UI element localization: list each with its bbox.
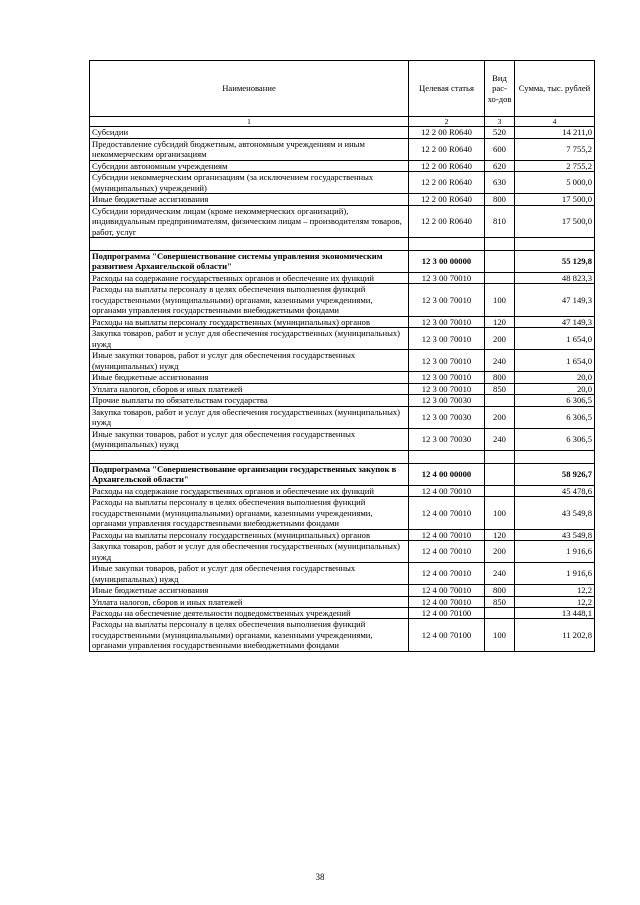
empty-cell <box>90 237 409 250</box>
name-cell: Субсидии юридическим лицам (кроме некоммерческих организаций), индивидуальным предпринимателям, физическим лицам – производителям товаров, работ, услуг <box>90 205 409 237</box>
table-row <box>90 383 595 394</box>
expense-kind-cell: 240 <box>485 563 515 585</box>
table-row <box>90 428 595 450</box>
name-cell: Закупка товаров, работ и услуг для обеспечения государственных (муниципальных) нужд <box>90 406 409 428</box>
target-article-cell: 12 4 00 70100 <box>409 619 485 651</box>
spacer-row <box>90 450 595 463</box>
table-header-row <box>90 61 595 117</box>
target-article-cell: 12 4 00 70010 <box>409 541 485 563</box>
table-body <box>90 127 595 652</box>
empty-cell <box>409 450 485 463</box>
header-amount: Сумма, тыс. рублей <box>515 61 595 117</box>
table-row <box>90 406 595 428</box>
name-cell: Иные закупки товаров, работ и услуг для обеспечения государственных (муниципальных) нужд <box>90 428 409 450</box>
expense-kind-cell <box>485 485 515 496</box>
target-article-cell: 12 3 00 70010 <box>409 350 485 372</box>
amount-cell: 45 478,6 <box>515 485 595 496</box>
target-article-cell: 12 2 00 R0640 <box>409 172 485 194</box>
amount-cell: 55 129,8 <box>515 250 595 272</box>
empty-cell <box>515 237 595 250</box>
target-article-cell: 12 4 00 70010 <box>409 497 485 529</box>
target-article-cell: 12 3 00 00000 <box>409 250 485 272</box>
expense-kind-cell: 240 <box>485 350 515 372</box>
name-cell: Расходы на содержание государственных органов и обеспечение их функций <box>90 485 409 496</box>
empty-cell <box>485 450 515 463</box>
amount-cell: 47 149,3 <box>515 284 595 316</box>
name-cell: Расходы на выплаты персоналу государственных (муниципальных) органов <box>90 529 409 540</box>
header-name: Наименование <box>90 61 409 117</box>
table-row <box>90 563 595 585</box>
table-row <box>90 608 595 619</box>
target-article-cell: 12 3 00 70010 <box>409 272 485 283</box>
empty-cell <box>485 237 515 250</box>
amount-cell: 48 823,3 <box>515 272 595 283</box>
subprogram-row <box>90 463 595 485</box>
name-cell: Уплата налогов, сборов и иных платежей <box>90 596 409 607</box>
amount-cell: 14 211,0 <box>515 127 595 138</box>
table-row <box>90 316 595 327</box>
amount-cell: 17 500,0 <box>515 205 595 237</box>
expense-kind-cell <box>485 463 515 485</box>
name-cell: Прочие выплаты по обязательствам государства <box>90 395 409 406</box>
name-cell: Расходы на выплаты персоналу государственных (муниципальных) органов <box>90 316 409 327</box>
column-number: 1 <box>90 117 409 127</box>
expense-kind-cell <box>485 250 515 272</box>
expense-kind-cell: 200 <box>485 541 515 563</box>
expense-kind-cell: 100 <box>485 497 515 529</box>
target-article-cell: 12 3 00 70010 <box>409 316 485 327</box>
amount-cell: 13 448,1 <box>515 608 595 619</box>
header-expense-kind: Вид рас-хо-дов <box>485 61 515 117</box>
table-row <box>90 205 595 237</box>
budget-table <box>89 60 595 652</box>
name-cell: Субсидии некоммерческим организациям (за исключением государственных (муниципальных) учреждений) <box>90 172 409 194</box>
subprogram-row <box>90 250 595 272</box>
table-row <box>90 127 595 138</box>
expense-kind-cell: 120 <box>485 529 515 540</box>
name-cell: Иные бюджетные ассигнования <box>90 585 409 596</box>
name-cell: Расходы на выплаты персоналу в целях обеспечения выполнения функций государственными (муниципальными) органами, казенными учреждениями, органами управления государственными внебюджетными фондами <box>90 619 409 651</box>
column-number: 2 <box>409 117 485 127</box>
table-row <box>90 284 595 316</box>
expense-kind-cell: 810 <box>485 205 515 237</box>
table-row <box>90 529 595 540</box>
amount-cell: 1 916,6 <box>515 563 595 585</box>
target-article-cell: 12 2 00 R0640 <box>409 205 485 237</box>
amount-cell: 43 549,8 <box>515 497 595 529</box>
amount-cell: 2 755,2 <box>515 160 595 171</box>
page-number: 38 <box>315 872 325 882</box>
expense-kind-cell: 850 <box>485 596 515 607</box>
empty-cell <box>515 450 595 463</box>
name-cell: Расходы на обеспечение деятельности подведомственных учреждений <box>90 608 409 619</box>
amount-cell: 6 306,5 <box>515 406 595 428</box>
amount-cell: 11 202,8 <box>515 619 595 651</box>
expense-kind-cell: 200 <box>485 328 515 350</box>
expense-kind-cell <box>485 608 515 619</box>
amount-cell: 7 755,2 <box>515 138 595 160</box>
target-article-cell: 12 3 00 70010 <box>409 372 485 383</box>
name-cell: Субсидии автономным учреждениям <box>90 160 409 171</box>
name-cell: Иные бюджетные ассигнования <box>90 372 409 383</box>
target-article-cell: 12 3 00 70030 <box>409 395 485 406</box>
name-cell: Расходы на выплаты персоналу в целях обеспечения выполнения функций государственными (муниципальными) органами, казенными учреждениями, органами управления государственными внебюджетными фондами <box>90 497 409 529</box>
target-article-cell: 12 4 00 70010 <box>409 485 485 496</box>
expense-kind-cell: 520 <box>485 127 515 138</box>
spacer-row <box>90 237 595 250</box>
column-number: 4 <box>515 117 595 127</box>
amount-cell: 6 306,5 <box>515 395 595 406</box>
amount-cell: 43 549,8 <box>515 529 595 540</box>
column-number-row <box>90 117 595 127</box>
amount-cell: 17 500,0 <box>515 194 595 205</box>
name-cell: Предоставление субсидий бюджетным, автономным учреждениям и иным некоммерческим организациям <box>90 138 409 160</box>
name-cell: Закупка товаров, работ и услуг для обеспечения государственных (муниципальных) нужд <box>90 328 409 350</box>
expense-kind-cell: 800 <box>485 372 515 383</box>
name-cell: Субсидии <box>90 127 409 138</box>
target-article-cell: 12 4 00 70100 <box>409 608 485 619</box>
expense-kind-cell: 620 <box>485 160 515 171</box>
target-article-cell: 12 3 00 70010 <box>409 328 485 350</box>
expense-kind-cell: 800 <box>485 194 515 205</box>
expense-kind-cell: 240 <box>485 428 515 450</box>
table-row <box>90 619 595 651</box>
name-cell: Расходы на выплаты персоналу в целях обеспечения выполнения функций государственными (муниципальными) органами, казенными учреждениями, органами управления государственными внебюджетными фондами <box>90 284 409 316</box>
amount-cell: 58 926,7 <box>515 463 595 485</box>
table-row <box>90 328 595 350</box>
expense-kind-cell: 100 <box>485 284 515 316</box>
target-article-cell: 12 2 00 R0640 <box>409 160 485 171</box>
table-row <box>90 194 595 205</box>
empty-cell <box>409 237 485 250</box>
target-article-cell: 12 4 00 00000 <box>409 463 485 485</box>
table-row <box>90 272 595 283</box>
expense-kind-cell: 850 <box>485 383 515 394</box>
header-target-article: Целевая статья <box>409 61 485 117</box>
amount-cell: 20,0 <box>515 372 595 383</box>
table-row <box>90 541 595 563</box>
expense-kind-cell <box>485 272 515 283</box>
target-article-cell: 12 4 00 70010 <box>409 596 485 607</box>
amount-cell: 1 654,0 <box>515 328 595 350</box>
amount-cell: 6 306,5 <box>515 428 595 450</box>
amount-cell: 1 916,6 <box>515 541 595 563</box>
expense-kind-cell: 200 <box>485 406 515 428</box>
table-row <box>90 172 595 194</box>
name-cell: Расходы на содержание государственных органов и обеспечение их функций <box>90 272 409 283</box>
table-row <box>90 497 595 529</box>
table-row <box>90 160 595 171</box>
amount-cell: 12,2 <box>515 596 595 607</box>
table-row <box>90 350 595 372</box>
target-article-cell: 12 3 00 70010 <box>409 284 485 316</box>
target-article-cell: 12 3 00 70030 <box>409 406 485 428</box>
target-article-cell: 12 4 00 70010 <box>409 563 485 585</box>
table-row <box>90 372 595 383</box>
amount-cell: 47 149,3 <box>515 316 595 327</box>
table-row <box>90 485 595 496</box>
expense-kind-cell: 630 <box>485 172 515 194</box>
table-row <box>90 585 595 596</box>
table-row <box>90 395 595 406</box>
table-row <box>90 596 595 607</box>
target-article-cell: 12 2 00 R0640 <box>409 138 485 160</box>
table-row <box>90 138 595 160</box>
expense-kind-cell: 120 <box>485 316 515 327</box>
name-cell: Уплата налогов, сборов и иных платежей <box>90 383 409 394</box>
name-cell: Иные закупки товаров, работ и услуг для обеспечения государственных (муниципальных) нужд <box>90 563 409 585</box>
target-article-cell: 12 2 00 R0640 <box>409 194 485 205</box>
amount-cell: 1 654,0 <box>515 350 595 372</box>
expense-kind-cell <box>485 395 515 406</box>
name-cell: Иные бюджетные ассигнования <box>90 194 409 205</box>
target-article-cell: 12 4 00 70010 <box>409 529 485 540</box>
name-cell: Закупка товаров, работ и услуг для обеспечения государственных (муниципальных) нужд <box>90 541 409 563</box>
target-article-cell: 12 4 00 70010 <box>409 585 485 596</box>
expense-kind-cell: 800 <box>485 585 515 596</box>
target-article-cell: 12 3 00 70010 <box>409 383 485 394</box>
amount-cell: 20,0 <box>515 383 595 394</box>
amount-cell: 5 000,0 <box>515 172 595 194</box>
expense-kind-cell: 100 <box>485 619 515 651</box>
name-cell: Подпрограмма "Совершенствование организации государственных закупок в Архангельской области" <box>90 463 409 485</box>
target-article-cell: 12 3 00 70030 <box>409 428 485 450</box>
empty-cell <box>90 450 409 463</box>
expense-kind-cell: 600 <box>485 138 515 160</box>
target-article-cell: 12 2 00 R0640 <box>409 127 485 138</box>
column-number: 3 <box>485 117 515 127</box>
amount-cell: 12,2 <box>515 585 595 596</box>
name-cell: Иные закупки товаров, работ и услуг для обеспечения государственных (муниципальных) нужд <box>90 350 409 372</box>
name-cell: Подпрограмма "Совершенствование системы управления экономическим развитием Архангельской области" <box>90 250 409 272</box>
